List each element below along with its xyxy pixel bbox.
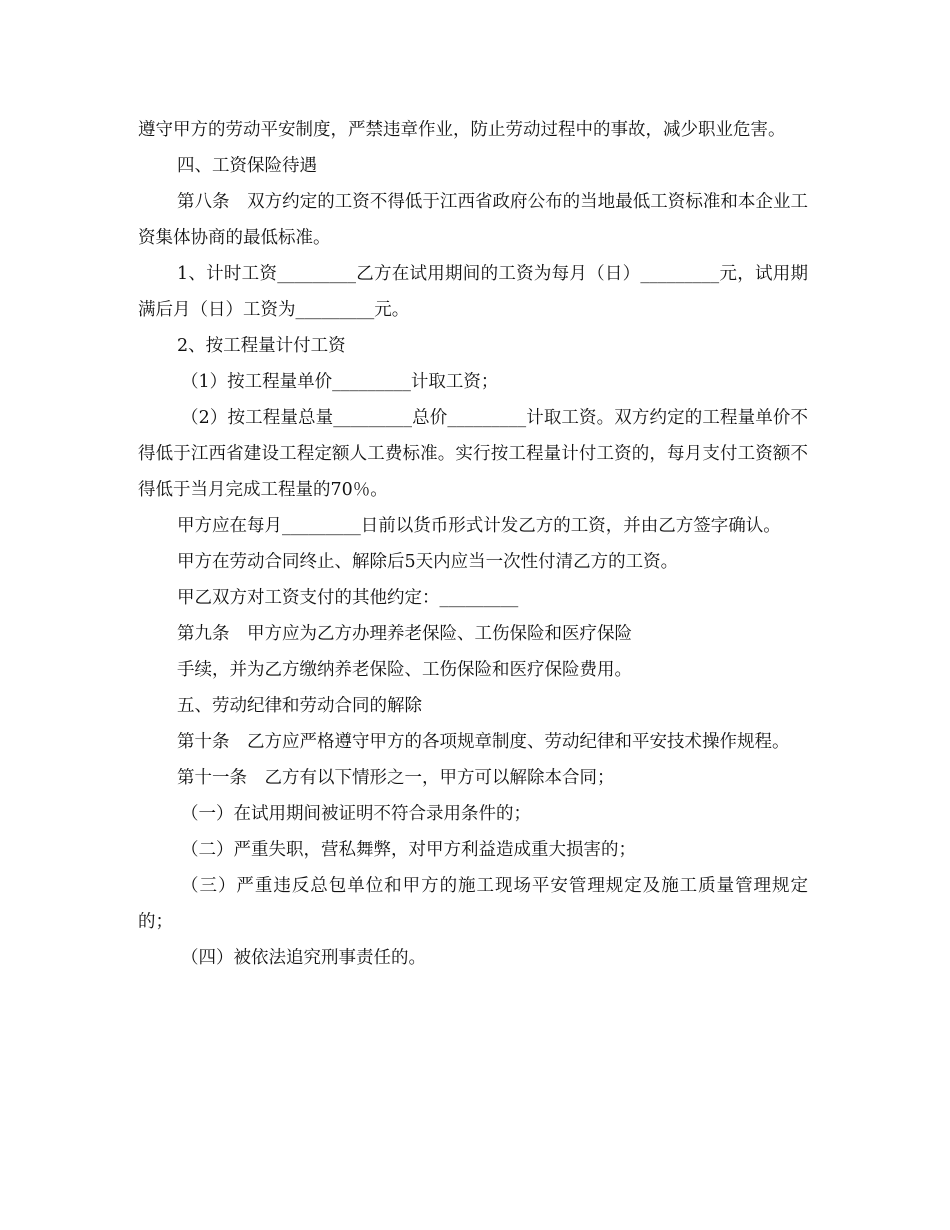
clause-hourly-wage: 1、计时工资_________乙方在试用期间的工资为每月（日）_________元，试用期满后月（日）工资为_________元。 [138, 264, 808, 320]
paragraph-final-pay: 甲方在劳动合同终止、解除后5天内应当一次性付清乙方的工资。 [177, 552, 679, 572]
clause-total-price: （2）按工程量总量_________总价_________计取工资。双方约定的工程量单价不得低于江西省建设工程定额人工费标准。实行按工程量计付工资的，每月支付工资额不得低于当月完成工程量的70％。 [138, 408, 808, 500]
clause-unit-price: （1）按工程量单价_________计取工资； [181, 372, 499, 392]
paragraph-safety-rules: 遵守甲方的劳动平安制度，严禁违章作业，防止劳动过程中的事故，减少职业危害。 [138, 120, 786, 140]
section-heading-discipline: 五、劳动纪律和劳动合同的解除 [177, 696, 422, 716]
article-10: 第十条 乙方应严格遵守甲方的各项规章制度、劳动纪律和平安技术操作规程。 [177, 732, 790, 752]
article-11-item-4: （四）被依法追究刑事责任的。 [181, 948, 426, 968]
section-heading-wages: 四、工资保险待遇 [177, 156, 317, 176]
article-11-item-3: （三）严重违反总包单位和甲方的施工现场平安管理规定及施工质量管理规定的； [138, 876, 808, 932]
paragraph-other-terms: 甲乙双方对工资支付的其他约定：_________ [177, 588, 519, 608]
clause-piece-wage: 2、按工程量计付工资 [177, 336, 346, 356]
article-8: 第八条 双方约定的工资不得低于江西省政府公布的当地最低工资标准和本企业工资集体协商的最低标准。 [138, 192, 808, 248]
article-9-continued: 手续，并为乙方缴纳养老保险、工伤保险和医疗保险费用。 [177, 660, 632, 680]
article-11-item-1: （一）在试用期间被证明不符合录用条件的； [181, 804, 531, 824]
article-9: 第九条 甲方应为乙方办理养老保险、工伤保险和医疗保险 [177, 624, 632, 644]
article-11-item-2: （二）严重失职，营私舞弊，对甲方利益造成重大损害的； [181, 840, 636, 860]
paragraph-pay-date: 甲方应在每月_________日前以货币形式计发乙方的工资，并由乙方签字确认。 [177, 516, 781, 536]
document-body [138, 112, 808, 976]
article-11: 第十一条 乙方有以下情形之一，甲方可以解除本合同； [177, 768, 615, 788]
